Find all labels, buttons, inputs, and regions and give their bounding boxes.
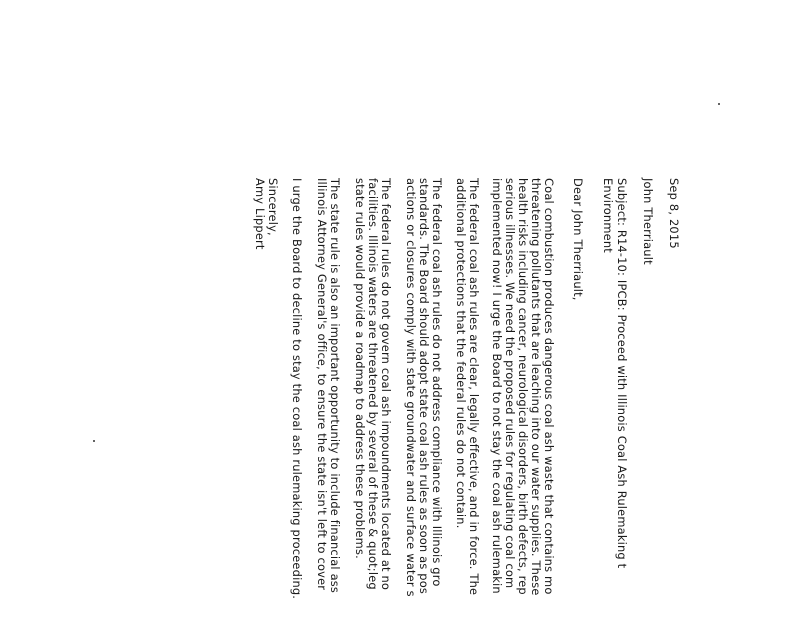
paragraph-4-line: state rules would provide a roadmap to address these problems.	[353, 178, 367, 559]
paragraph-2-line: The federal coal ash rules are clear, legally effective, and in force. The	[467, 178, 481, 596]
paragraph-5-line: Illinois Attorney General's office, to ensure the state isn't left to cover	[315, 178, 329, 591]
paragraph-3-line: The federal coal ash rules do not address compliance with Illinois gro	[430, 178, 444, 587]
letter-body	[253, 178, 681, 618]
letter-signer: Amy Lippert	[253, 178, 267, 250]
letter-signoff: Sincerely,	[266, 178, 280, 236]
letter-recipient: John Therriault	[641, 178, 655, 265]
scan-speck	[93, 440, 95, 442]
paragraph-3-line: actions or closures comply with state groundwater and surface water s	[404, 178, 418, 597]
paragraph-1-line: threatening pollutants that are leaching into our water supplies. These	[529, 178, 543, 596]
paragraph-1-line: health risks including cancer, neurological disorders, birth defects, rep	[516, 178, 530, 595]
closing-request: I urge the Board to decline to stay the coal ash rulemaking proceeding.	[290, 178, 304, 600]
paragraph-4-line: facilities. Illinois waters are threatened by several of these & quot;leg	[366, 178, 380, 590]
scan-speck	[718, 103, 720, 105]
paragraph-4-line: The federal rules do not govern coal ash impoundments located at no	[379, 178, 393, 591]
letter-subject-line-1: Subject: R14-10: IPCB: Proceed with Illinois Coal Ash Rulemaking t	[615, 178, 629, 569]
letter-salutation: Dear John Therriault,	[571, 178, 585, 301]
paragraph-2-line: additional protections that the federal rules do not contain.	[454, 178, 468, 529]
paragraph-1-line: serious illnesses. We need the proposed rules for regulating coal com	[503, 178, 517, 589]
paragraph-1-line: implemented now! I urge the Board to not stay the coal ash rulemakin	[490, 178, 504, 594]
letter-date: Sep 8, 2015	[667, 178, 681, 249]
paragraph-1-line: Coal combustion produces dangerous coal ash waste that contains mo	[542, 178, 556, 595]
paragraph-3-line: standards. The Board should adopt state coal ash rules as soon as pos	[417, 178, 431, 595]
paragraph-5-line: The state rule is also an important opportunity to include financial ass	[328, 178, 342, 594]
letter-subject-line-2: Environment	[601, 178, 615, 253]
